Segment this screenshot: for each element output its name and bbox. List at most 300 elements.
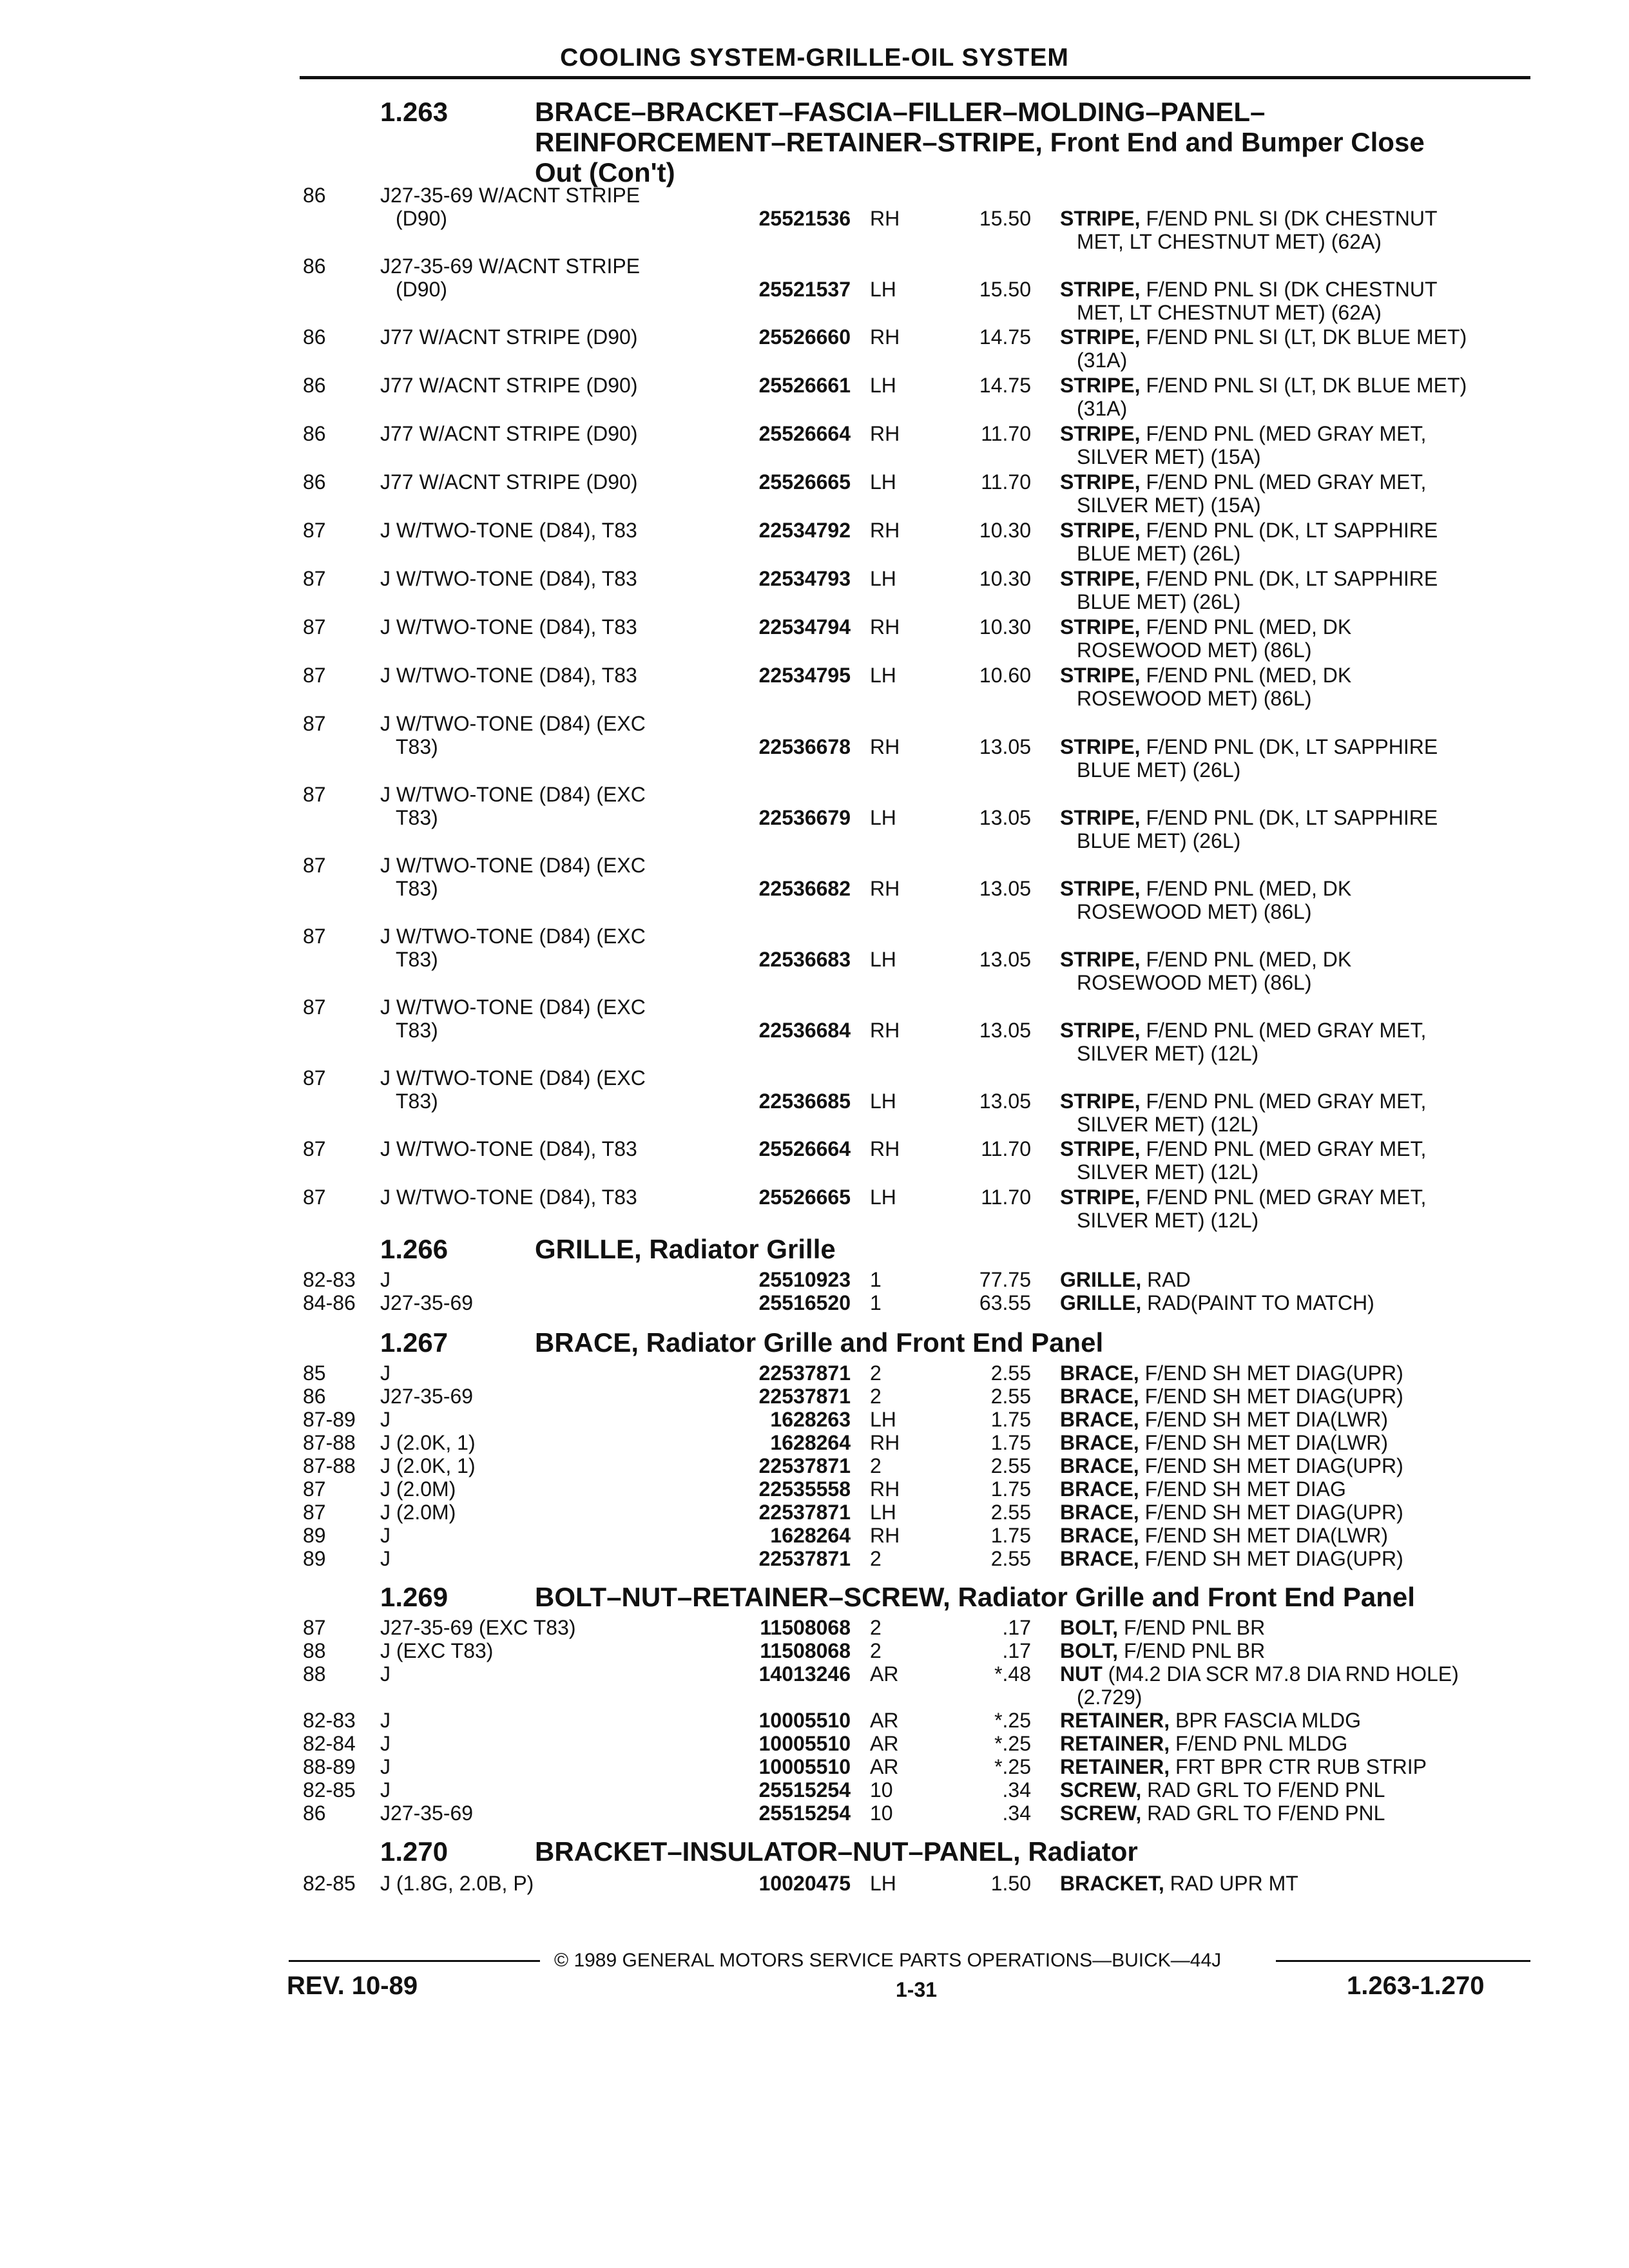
- application-line: J W/TWO-TONE (D84) (EXC: [380, 925, 646, 948]
- description: [1060, 1732, 1530, 1755]
- model-year: 87: [303, 664, 326, 687]
- application-line-2: T83): [396, 735, 438, 758]
- quantity: LH: [870, 1408, 896, 1431]
- model-year: 87: [303, 519, 326, 542]
- section-title-line: [535, 1234, 1629, 1264]
- description-text: F/END PNL SI (LT, DK BLUE MET): [1140, 374, 1467, 397]
- section-title-main: BOLT–NUT–RETAINER–SCREW,: [535, 1582, 950, 1612]
- description: [1060, 470, 1530, 517]
- description: [1060, 806, 1530, 852]
- price: 13.05: [979, 735, 1031, 758]
- description-text-2: SILVER MET) (12L): [1077, 1042, 1259, 1065]
- application-line: J: [380, 1408, 390, 1431]
- description-text: F/END PNL (MED, DK: [1140, 664, 1352, 687]
- description-noun: STRIPE,: [1060, 207, 1141, 230]
- model-year: 86: [303, 374, 326, 397]
- description-noun: BOLT,: [1060, 1616, 1119, 1639]
- price: *.25: [994, 1709, 1031, 1732]
- description-text: F/END PNL MLDG: [1170, 1732, 1348, 1755]
- description-noun: STRIPE,: [1060, 615, 1141, 639]
- model-year: 82-85: [303, 1778, 356, 1802]
- description-noun: BRACE,: [1060, 1408, 1139, 1431]
- section-title-rest: Radiator Grille and Front End Panel: [950, 1582, 1415, 1612]
- quantity: 1: [870, 1291, 882, 1314]
- description-text: F/END SH MET DIAG(UPR): [1139, 1454, 1403, 1477]
- section-title-main: BRACKET–INSULATOR–NUT–PANEL,: [535, 1836, 1021, 1867]
- application-line: J: [380, 1524, 390, 1547]
- application-line: J27-35-69 W/ACNT STRIPE: [380, 255, 641, 278]
- description: [1060, 1501, 1530, 1524]
- part-number: 14013246: [758, 1662, 851, 1686]
- part-number: 25526665: [758, 470, 851, 494]
- application-line: J27-35-69 W/ACNT STRIPE: [380, 184, 641, 207]
- description-text-2: MET, LT CHESTNUT MET) (62A): [1077, 301, 1382, 324]
- application-line: J W/TWO-TONE (D84), T83: [380, 1186, 637, 1209]
- quantity: RH: [870, 1524, 900, 1547]
- section-number: 1.267: [380, 1327, 448, 1358]
- description-noun: STRIPE,: [1060, 519, 1141, 542]
- quantity: RH: [870, 1019, 900, 1042]
- description: [1060, 664, 1530, 710]
- section-title: [535, 1836, 1629, 1867]
- description: [1060, 1431, 1530, 1454]
- part-number: 1628264: [770, 1431, 851, 1454]
- part-number: 25515254: [758, 1778, 851, 1802]
- section-title: [535, 97, 1629, 187]
- application-line-2: T83): [396, 877, 438, 900]
- description-text: (M4.2 DIA SCR M7.8 DIA RND HOLE): [1102, 1662, 1459, 1686]
- section-title-main: BRACE,: [535, 1327, 639, 1358]
- description: [1060, 1639, 1530, 1662]
- price: 15.50: [979, 207, 1031, 230]
- quantity: RH: [870, 1477, 900, 1501]
- part-number: 22537871: [758, 1501, 851, 1524]
- description-noun: GRILLE,: [1060, 1291, 1142, 1314]
- part-number: 1628263: [770, 1408, 851, 1431]
- description-noun: STRIPE,: [1060, 735, 1141, 758]
- description: [1060, 422, 1530, 468]
- price: 2.55: [990, 1501, 1031, 1524]
- description-text-2: BLUE MET) (26L): [1077, 542, 1241, 565]
- price: 2.55: [990, 1361, 1031, 1385]
- quantity: LH: [870, 470, 896, 494]
- description-text: F/END PNL (MED GRAY MET,: [1140, 1137, 1427, 1160]
- application-line: J W/TWO-TONE (D84), T83: [380, 1137, 637, 1160]
- section-title-rest: Radiator: [1020, 1836, 1138, 1867]
- description-noun: STRIPE,: [1060, 567, 1141, 590]
- description: [1060, 1019, 1530, 1065]
- description: [1060, 1662, 1530, 1709]
- model-year: 88-89: [303, 1755, 356, 1778]
- description-noun: STRIPE,: [1060, 948, 1141, 971]
- model-year: 86: [303, 422, 326, 445]
- description: [1060, 1778, 1530, 1802]
- description: [1060, 1186, 1530, 1232]
- description-text-2: (31A): [1077, 397, 1128, 420]
- price: 14.75: [979, 374, 1031, 397]
- application-line: J W/TWO-TONE (D84), T83: [380, 567, 637, 590]
- model-year: 87: [303, 1501, 326, 1524]
- model-year: 87: [303, 925, 326, 948]
- part-number: 10020475: [758, 1872, 851, 1895]
- model-year: 82-83: [303, 1709, 356, 1732]
- part-number: 22537871: [758, 1361, 851, 1385]
- section-title-line: [535, 97, 1629, 127]
- quantity: LH: [870, 948, 896, 971]
- quantity: LH: [870, 1501, 896, 1524]
- model-year: 85: [303, 1361, 326, 1385]
- description-noun: STRIPE,: [1060, 1186, 1141, 1209]
- model-year: 86: [303, 1385, 326, 1408]
- price: 10.30: [979, 519, 1031, 542]
- description: [1060, 207, 1530, 253]
- description-noun: RETAINER,: [1060, 1732, 1170, 1755]
- description: [1060, 735, 1530, 782]
- description-noun: STRIPE,: [1060, 422, 1141, 445]
- application-line: J: [380, 1778, 390, 1802]
- application-line-2: T83): [396, 1090, 438, 1113]
- description-text: F/END PNL (MED, DK: [1140, 615, 1352, 639]
- quantity: LH: [870, 567, 896, 590]
- price: 14.75: [979, 325, 1031, 349]
- description-text: F/END SH MET DIAG: [1139, 1477, 1346, 1501]
- model-year: 87: [303, 1137, 326, 1160]
- part-number: 22536683: [758, 948, 851, 971]
- model-year: 89: [303, 1524, 326, 1547]
- description-noun: STRIPE,: [1060, 664, 1141, 687]
- model-year: 86: [303, 255, 326, 278]
- part-number: 22536682: [758, 877, 851, 900]
- part-number: 22534794: [758, 615, 851, 639]
- part-number: 22537871: [758, 1385, 851, 1408]
- description-text-2: SILVER MET) (15A): [1077, 445, 1261, 468]
- quantity: LH: [870, 806, 896, 829]
- application-line: J W/TWO-TONE (D84), T83: [380, 615, 637, 639]
- description: [1060, 374, 1530, 420]
- description-text: F/END SH MET DIA(LWR): [1139, 1431, 1389, 1454]
- model-year: 87: [303, 1186, 326, 1209]
- application-line: J: [380, 1755, 390, 1778]
- part-number: 22536685: [758, 1090, 851, 1113]
- description-text-2: SILVER MET) (12L): [1077, 1160, 1259, 1184]
- description-text: F/END PNL (DK, LT SAPPHIRE: [1140, 735, 1438, 758]
- price: 10.30: [979, 615, 1031, 639]
- price: 11.70: [981, 422, 1031, 445]
- description-noun: STRIPE,: [1060, 325, 1141, 349]
- part-number: 22534795: [758, 664, 851, 687]
- quantity: LH: [870, 664, 896, 687]
- page-header-title: COOLING SYSTEM-GRILLE-OIL SYSTEM: [560, 44, 1069, 72]
- description: [1060, 1454, 1530, 1477]
- section-number: 1.263: [380, 97, 448, 127]
- price: 1.75: [990, 1431, 1031, 1454]
- price: 13.05: [979, 806, 1031, 829]
- description-text-2: SILVER MET) (12L): [1077, 1113, 1259, 1136]
- description-text-2: BLUE MET) (26L): [1077, 758, 1241, 782]
- section-title-line: [535, 1836, 1629, 1867]
- section-title-main: REINFORCEMENT–RETAINER–STRIPE,: [535, 127, 1043, 157]
- description: [1060, 1547, 1530, 1570]
- description: [1060, 1709, 1530, 1732]
- description-text: F/END PNL (MED GRAY MET,: [1140, 422, 1427, 445]
- description: [1060, 1137, 1530, 1184]
- model-year: 84-86: [303, 1291, 356, 1314]
- application-line: J W/TWO-TONE (D84) (EXC: [380, 1066, 646, 1090]
- description-noun: STRIPE,: [1060, 470, 1141, 494]
- footer-copyright: © 1989 GENERAL MOTORS SERVICE PARTS OPERATIONS—BUICK—44J: [554, 1950, 1222, 1971]
- price: 11.70: [981, 470, 1031, 494]
- model-year: 88: [303, 1662, 326, 1686]
- header-rule: [300, 76, 1530, 79]
- price: 11.70: [981, 1186, 1031, 1209]
- application-line: J W/TWO-TONE (D84) (EXC: [380, 783, 646, 806]
- description-noun: STRIPE,: [1060, 806, 1141, 829]
- part-number: 22536678: [758, 735, 851, 758]
- application-line: J W/TWO-TONE (D84), T83: [380, 664, 637, 687]
- description-text: BPR FASCIA MLDG: [1170, 1709, 1362, 1732]
- part-number: 22537871: [758, 1547, 851, 1570]
- price: 1.75: [990, 1524, 1031, 1547]
- part-number: 25516520: [758, 1291, 851, 1314]
- description-text: RAD: [1141, 1268, 1191, 1291]
- part-number: 25526664: [758, 1137, 851, 1160]
- footer-rule-right: [1276, 1960, 1530, 1962]
- description: [1060, 1477, 1530, 1501]
- application-line: J (2.0K, 1): [380, 1454, 476, 1477]
- description-text: F/END PNL (DK, LT SAPPHIRE: [1140, 567, 1438, 590]
- description-noun: BRACE,: [1060, 1547, 1139, 1570]
- model-year: 87: [303, 783, 326, 806]
- footer-section-range: 1.263-1.270: [1347, 1972, 1485, 2000]
- section-title: [535, 1582, 1629, 1612]
- section-title-line: [535, 1582, 1629, 1612]
- price: 1.50: [990, 1872, 1031, 1895]
- quantity: RH: [870, 877, 900, 900]
- section-number: 1.266: [380, 1234, 448, 1264]
- model-year: 87: [303, 1066, 326, 1090]
- part-number: 25515254: [758, 1802, 851, 1825]
- quantity: 2: [870, 1454, 882, 1477]
- part-number: 1628264: [770, 1524, 851, 1547]
- quantity: RH: [870, 1431, 900, 1454]
- description-text-2: MET, LT CHESTNUT MET) (62A): [1077, 230, 1382, 253]
- description: [1060, 1802, 1530, 1825]
- application-line: J W/TWO-TONE (D84), T83: [380, 519, 637, 542]
- description-noun: SCREW,: [1060, 1802, 1142, 1825]
- description-noun: SCREW,: [1060, 1778, 1142, 1802]
- quantity: 2: [870, 1361, 882, 1385]
- description-text: FRT BPR CTR RUB STRIP: [1170, 1755, 1427, 1778]
- model-year: 87: [303, 995, 326, 1019]
- description-noun: BRACE,: [1060, 1477, 1139, 1501]
- description-text-2: (31A): [1077, 349, 1128, 372]
- footer-page-number: 1-31: [896, 1978, 938, 2001]
- application-line: J W/TWO-TONE (D84) (EXC: [380, 854, 646, 877]
- price: 2.55: [990, 1454, 1031, 1477]
- price: 13.05: [979, 1019, 1031, 1042]
- section-number: 1.270: [380, 1836, 448, 1867]
- description-noun: BRACE,: [1060, 1524, 1139, 1547]
- description: [1060, 1616, 1530, 1639]
- part-number: 11508068: [760, 1639, 851, 1662]
- application-line-2: T83): [396, 948, 438, 971]
- application-line: J (2.0M): [380, 1477, 456, 1501]
- description-text: F/END SH MET DIA(LWR): [1139, 1524, 1389, 1547]
- price: 1.75: [990, 1477, 1031, 1501]
- description: [1060, 325, 1530, 372]
- section-title-main: BRACE–BRACKET–FASCIA–FILLER–MOLDING–PANEL–: [535, 97, 1266, 127]
- part-number: 22535558: [758, 1477, 851, 1501]
- section-title-line: [535, 127, 1629, 157]
- application-line: J27-35-69: [380, 1291, 474, 1314]
- description-text-2: ROSEWOOD MET) (86L): [1077, 687, 1312, 710]
- price: 13.05: [979, 877, 1031, 900]
- description-text: F/END SH MET DIA(LWR): [1139, 1408, 1389, 1431]
- part-number: 25526661: [758, 374, 851, 397]
- description-text-2: SILVER MET) (15A): [1077, 494, 1261, 517]
- section-title-line: Out (Con't): [535, 157, 675, 187]
- quantity: LH: [870, 374, 896, 397]
- quantity: RH: [870, 735, 900, 758]
- description-text-2: ROSEWOOD MET) (86L): [1077, 639, 1312, 662]
- description-text: F/END PNL (MED GRAY MET,: [1140, 1186, 1427, 1209]
- quantity: 2: [870, 1616, 882, 1639]
- part-number: 10005510: [758, 1709, 851, 1732]
- description-text-2: SILVER MET) (12L): [1077, 1209, 1259, 1232]
- price: .17: [1002, 1639, 1031, 1662]
- description-text: RAD(PAINT TO MATCH): [1141, 1291, 1374, 1314]
- application-line: J (1.8G, 2.0B, P): [380, 1872, 534, 1895]
- description-text: F/END PNL (MED GRAY MET,: [1140, 1090, 1427, 1113]
- price: .34: [1002, 1802, 1031, 1825]
- application-line: J W/TWO-TONE (D84) (EXC: [380, 995, 646, 1019]
- price: 13.05: [979, 948, 1031, 971]
- part-number: 25526665: [758, 1186, 851, 1209]
- description: [1060, 1755, 1530, 1778]
- quantity: RH: [870, 615, 900, 639]
- application-line: J: [380, 1547, 390, 1570]
- part-number: 25526660: [758, 325, 851, 349]
- price: *.25: [994, 1732, 1031, 1755]
- description-noun: NUT: [1060, 1662, 1103, 1686]
- description: [1060, 948, 1530, 994]
- part-number: 22536684: [758, 1019, 851, 1042]
- section-title-rest: Radiator Grille: [641, 1234, 836, 1264]
- description: [1060, 1524, 1530, 1547]
- quantity: 2: [870, 1547, 882, 1570]
- model-year: 87-88: [303, 1431, 356, 1454]
- description-noun: RETAINER,: [1060, 1709, 1170, 1732]
- quantity: 10: [870, 1802, 893, 1825]
- application-line-2: T83): [396, 806, 438, 829]
- description-text: F/END PNL (MED GRAY MET,: [1140, 1019, 1427, 1042]
- quantity: AR: [870, 1662, 899, 1686]
- description: [1060, 567, 1530, 613]
- description-text: F/END SH MET DIAG(UPR): [1139, 1547, 1403, 1570]
- description-text-2: BLUE MET) (26L): [1077, 829, 1241, 852]
- model-year: 87: [303, 615, 326, 639]
- model-year: 86: [303, 184, 326, 207]
- description-text: F/END PNL (MED, DK: [1140, 877, 1352, 900]
- application-line: J27-35-69 (EXC T83): [380, 1616, 576, 1639]
- application-line: J27-35-69: [380, 1802, 474, 1825]
- description-noun: BRACE,: [1060, 1385, 1139, 1408]
- description-text: RAD UPR MT: [1164, 1872, 1298, 1895]
- description-noun: BOLT,: [1060, 1639, 1119, 1662]
- part-number: 25521537: [758, 278, 851, 301]
- model-year: 87: [303, 712, 326, 735]
- description-text: F/END SH MET DIAG(UPR): [1139, 1385, 1403, 1408]
- model-year: 82-84: [303, 1732, 356, 1755]
- section-title-rest: Front End and Bumper Close: [1042, 127, 1425, 157]
- price: .17: [1002, 1616, 1031, 1639]
- application-line: J (2.0K, 1): [380, 1431, 476, 1454]
- price: 13.05: [979, 1090, 1031, 1113]
- description-noun: BRACE,: [1060, 1361, 1139, 1385]
- application-line: J: [380, 1268, 390, 1291]
- description-text: F/END PNL BR: [1118, 1616, 1266, 1639]
- description-text-2: (2.729): [1077, 1686, 1142, 1709]
- footer-rule-left: [289, 1960, 540, 1962]
- quantity: RH: [870, 519, 900, 542]
- section-title-rest: Radiator Grille and Front End Panel: [639, 1327, 1104, 1358]
- price: 11.70: [981, 1137, 1031, 1160]
- description-noun: BRACE,: [1060, 1431, 1139, 1454]
- description-text: F/END PNL SI (DK CHESTNUT: [1140, 207, 1438, 230]
- model-year: 87: [303, 1616, 326, 1639]
- quantity: LH: [870, 1186, 896, 1209]
- model-year: 87-88: [303, 1454, 356, 1477]
- description: [1060, 877, 1530, 923]
- application-line: J (2.0M): [380, 1501, 456, 1524]
- model-year: 87: [303, 1477, 326, 1501]
- description: [1060, 1872, 1530, 1895]
- part-number: 25510923: [758, 1268, 851, 1291]
- section-title-main: GRILLE,: [535, 1234, 642, 1264]
- price: 2.55: [990, 1547, 1031, 1570]
- model-year: 89: [303, 1547, 326, 1570]
- model-year: 82-85: [303, 1872, 356, 1895]
- part-number: 22536679: [758, 806, 851, 829]
- description: [1060, 1090, 1530, 1136]
- quantity: 2: [870, 1385, 882, 1408]
- application-line: J27-35-69: [380, 1385, 474, 1408]
- description: [1060, 1408, 1530, 1431]
- description: [1060, 1385, 1530, 1408]
- description-noun: STRIPE,: [1060, 1019, 1141, 1042]
- quantity: 1: [870, 1268, 882, 1291]
- price: 63.55: [979, 1291, 1031, 1314]
- description-noun: BRACE,: [1060, 1454, 1139, 1477]
- part-number: 11508068: [760, 1616, 851, 1639]
- price: *.25: [994, 1755, 1031, 1778]
- section-title: [535, 1327, 1629, 1358]
- description-text: F/END PNL (DK, LT SAPPHIRE: [1140, 519, 1438, 542]
- description-noun: STRIPE,: [1060, 877, 1141, 900]
- description: [1060, 278, 1530, 324]
- description-text: F/END PNL (MED, DK: [1140, 948, 1352, 971]
- description-noun: RETAINER,: [1060, 1755, 1170, 1778]
- quantity: RH: [870, 207, 900, 230]
- price: 1.75: [990, 1408, 1031, 1431]
- description-text: F/END SH MET DIAG(UPR): [1139, 1501, 1403, 1524]
- section-title-line: [535, 1327, 1629, 1358]
- application-line: J77 W/ACNT STRIPE (D90): [380, 325, 638, 349]
- footer-revision: REV. 10-89: [287, 1972, 418, 2000]
- description: [1060, 1361, 1530, 1385]
- price: 10.60: [979, 664, 1031, 687]
- description-text: RAD GRL TO F/END PNL: [1141, 1802, 1385, 1825]
